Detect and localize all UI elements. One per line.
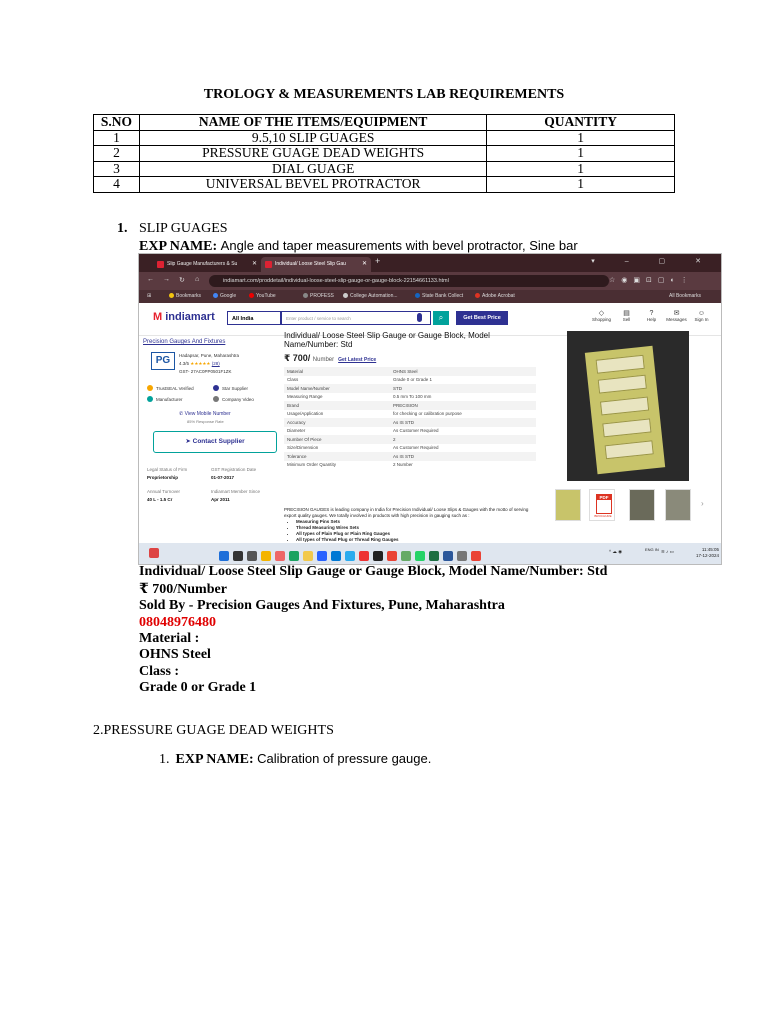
start-icon[interactable] bbox=[219, 551, 229, 561]
table-header-row bbox=[94, 115, 675, 131]
spec-key: Measuring Range bbox=[287, 394, 323, 400]
section-1-number: 1. bbox=[117, 221, 128, 236]
mic-icon[interactable] bbox=[417, 313, 422, 322]
favicon-icon bbox=[265, 261, 272, 268]
table-row bbox=[94, 130, 675, 146]
exp-text: Calibration of pressure gauge. bbox=[257, 751, 432, 766]
spec-row bbox=[284, 384, 536, 393]
cell-name: UNIVERSAL BEVEL PROTRACTOR bbox=[139, 177, 486, 193]
spec-value: As Customer Required bbox=[393, 445, 439, 451]
bookmark-item[interactable]: State Bank Collect bbox=[415, 290, 463, 303]
app-icon[interactable] bbox=[457, 551, 467, 561]
thumbnail-strip bbox=[555, 489, 715, 525]
section-2-item-number: 1. bbox=[159, 752, 170, 767]
location-select[interactable]: All India bbox=[227, 311, 281, 325]
material-label: Material : bbox=[139, 631, 200, 646]
browser-tab-bar bbox=[139, 254, 721, 272]
spec-key: Model Name/Number bbox=[284, 384, 390, 393]
app-icon[interactable] bbox=[331, 551, 341, 561]
app-icon[interactable] bbox=[303, 551, 313, 561]
thumbnail[interactable] bbox=[665, 489, 691, 521]
spec-row bbox=[284, 367, 536, 376]
supplier-address: Hadapsar, Pune, Maharashtra bbox=[179, 353, 240, 358]
exp-text: Angle and taper measurements with bevel protractor, Sine bar bbox=[220, 238, 578, 253]
contact-supplier-button[interactable]: ➤ Contact Supplier bbox=[153, 431, 277, 453]
app-icon[interactable] bbox=[275, 551, 285, 561]
header-sno: S.NO bbox=[94, 115, 140, 131]
class-value: Grade 0 or Grade 1 bbox=[139, 680, 257, 695]
spec-row bbox=[284, 393, 536, 402]
forward-icon[interactable]: → bbox=[163, 276, 170, 283]
fact-item: GST Registration Date 01-07-2017 bbox=[211, 467, 257, 480]
description-text: PRECISION GAUGES is leading company in India for Precision Individual/ Loose Slips & Gauges with the motto of serving export quality gauges. We totally involved in products with high precision in gauging such as : bbox=[284, 507, 529, 518]
file-explorer-icon[interactable] bbox=[261, 551, 271, 561]
app-icon[interactable] bbox=[373, 551, 383, 561]
window-controls[interactable]: ▾ – ▢ ✕ bbox=[591, 258, 715, 265]
cell-sno: 1 bbox=[94, 130, 140, 146]
spec-key: Accuracy bbox=[284, 418, 390, 427]
spec-row bbox=[284, 435, 536, 444]
product-details bbox=[284, 331, 544, 542]
cell-quantity: 1 bbox=[487, 161, 675, 177]
word-icon[interactable] bbox=[443, 551, 453, 561]
telegram-icon[interactable] bbox=[345, 551, 355, 561]
product-price: ₹ 700/ Number Get Latest Price bbox=[284, 353, 377, 363]
section-1-title: SLIP GUAGES bbox=[139, 221, 228, 236]
badge-trustseal: TrustSEAL Verified bbox=[147, 385, 194, 391]
spec-value: STD bbox=[390, 384, 536, 393]
exp-label: EXP NAME: bbox=[139, 239, 218, 254]
brochure-thumbnail[interactable]: PDF BROCHURE bbox=[589, 489, 615, 521]
class-label: Class : bbox=[139, 664, 180, 679]
nav-sign-in[interactable]: ☺ Sign In bbox=[694, 310, 709, 322]
network-icon[interactable]: ≋ ♪ ▭ bbox=[661, 549, 674, 554]
list-item: • Thread Measuring Wires Sets bbox=[296, 525, 540, 531]
app-icon[interactable] bbox=[401, 551, 411, 561]
phone-number: 08048976480 bbox=[139, 615, 216, 630]
product-page-screenshot bbox=[139, 254, 721, 564]
cell-name: 9.5,10 SLIP GUAGES bbox=[139, 130, 486, 146]
get-latest-price-link[interactable]: Get Latest Price bbox=[338, 357, 377, 363]
header-quantity: QUANTITY bbox=[487, 115, 675, 131]
spec-row bbox=[284, 444, 536, 453]
cell-quantity: 1 bbox=[487, 146, 675, 162]
cell-quantity: 1 bbox=[487, 177, 675, 193]
supplier-panel bbox=[143, 339, 277, 502]
cell-name: DIAL GUAGE bbox=[139, 161, 486, 177]
badge-manufacturer: Manufacturer bbox=[147, 396, 183, 402]
spec-value: 2 Number bbox=[393, 462, 413, 468]
sold-by-text: Sold By - Precision Gauges And Fixtures, Pune, Maharashtra bbox=[139, 598, 505, 613]
cell-sno: 4 bbox=[94, 177, 140, 193]
spec-value: OHNS Steel bbox=[390, 367, 536, 376]
section-2-heading: 2.PRESSURE GUAGE DEAD WEIGHTS bbox=[93, 723, 334, 738]
apps-icon[interactable]: ⊞ bbox=[147, 293, 152, 299]
browser-tab[interactable] bbox=[153, 257, 261, 272]
section-1-heading bbox=[117, 221, 228, 237]
spec-key: Minimum Order Quantity bbox=[287, 462, 337, 468]
home-icon[interactable]: ⌂ bbox=[195, 276, 200, 283]
bookmark-item[interactable]: All Bookmarks bbox=[669, 293, 701, 299]
supplier-rating: 4.3/5 ★★★★★ (28) bbox=[179, 361, 220, 366]
supplier-name[interactable]: Precision Gauges And Fixtures bbox=[143, 339, 226, 345]
bookmark-item[interactable]: Bookmarks bbox=[169, 290, 201, 303]
document-title: TROLOGY & MEASUREMENTS LAB REQUIREMENTS bbox=[203, 87, 565, 102]
spec-value: As IS STD bbox=[390, 452, 536, 461]
bookmark-item[interactable]: YouTube bbox=[249, 290, 276, 303]
table-row bbox=[94, 146, 675, 162]
spec-value: As IS STD bbox=[390, 418, 536, 427]
bookmark-item[interactable]: Adobe Acrobat bbox=[475, 290, 515, 303]
spec-key: Usage/Application bbox=[287, 411, 324, 417]
slip-gauge-pouch bbox=[585, 346, 665, 474]
nav-messages[interactable]: ✉ Messages bbox=[666, 310, 687, 322]
exp-label: EXP NAME: bbox=[175, 752, 254, 767]
extension-icons[interactable]: ☆◉▣⊡▢◐⋮ bbox=[609, 277, 694, 284]
response-rate: 85% Response Rate bbox=[187, 419, 224, 424]
table-row bbox=[94, 177, 675, 193]
cell-quantity: 1 bbox=[487, 130, 675, 146]
thumbnail[interactable] bbox=[555, 489, 581, 521]
spec-key: Material bbox=[284, 367, 390, 376]
spec-key: Number Of Piece bbox=[284, 435, 390, 444]
spec-key: Diameter bbox=[287, 428, 306, 434]
spec-row bbox=[284, 452, 536, 461]
spec-key: Brand bbox=[284, 401, 390, 410]
product-price-text: ₹ 700/Number bbox=[139, 582, 227, 597]
spec-row bbox=[284, 401, 536, 410]
header-name: NAME OF THE ITEMS/EQUIPMENT bbox=[139, 115, 486, 131]
browser-tab-active[interactable] bbox=[261, 257, 371, 272]
back-icon[interactable]: ← bbox=[147, 276, 154, 283]
table-row bbox=[94, 161, 675, 177]
excel-icon[interactable] bbox=[429, 551, 439, 561]
spec-table bbox=[284, 367, 536, 469]
spec-value: Grade 0 or Grade 1 bbox=[393, 377, 433, 383]
taskbar-apps bbox=[219, 548, 485, 559]
spec-row bbox=[284, 376, 536, 385]
spec-key: Tolerance bbox=[284, 452, 390, 461]
spec-value: for checking or calibration purpose bbox=[393, 411, 462, 417]
requirements-table bbox=[93, 114, 675, 193]
product-title: Individual/ Loose Steel Slip Gauge or Gauge Block, Model Name/Number: Std bbox=[284, 331, 490, 349]
spec-value: 0.5 mm To 100 mm bbox=[393, 394, 432, 400]
section-1-exp bbox=[139, 238, 578, 255]
url-field[interactable]: indiamart.com/proddetail/individual-loose-steel-slip-gauge-or-gauge-block-22154661133.html bbox=[209, 275, 609, 287]
task-view-icon[interactable] bbox=[247, 551, 257, 561]
weather-icon[interactable] bbox=[149, 548, 159, 558]
app-icon[interactable] bbox=[317, 551, 327, 561]
new-tab-icon[interactable]: + bbox=[375, 256, 381, 266]
app-icon[interactable] bbox=[359, 551, 369, 561]
spec-row bbox=[284, 461, 536, 470]
view-mobile-number-link[interactable]: ✆ View Mobile Number bbox=[179, 411, 231, 417]
windows-taskbar bbox=[139, 543, 721, 564]
bookmarks-bar bbox=[139, 290, 721, 303]
tab-label: Slip Gauge Manufacturers & Su bbox=[167, 261, 238, 267]
nav-shopping[interactable]: ◇ Shopping bbox=[591, 310, 612, 322]
section-2-exp bbox=[159, 751, 431, 768]
spec-row bbox=[284, 427, 536, 436]
spec-row bbox=[284, 418, 536, 427]
favicon-icon bbox=[157, 261, 164, 268]
nav-sell[interactable]: ▤ Sell bbox=[622, 310, 631, 322]
badge-star-supplier: Star Supplier bbox=[213, 385, 248, 391]
spec-value: PRECISION bbox=[390, 401, 536, 410]
spec-value: 2 bbox=[390, 435, 536, 444]
list-item: • Measuring Pins Sets bbox=[296, 519, 540, 525]
material-value: OHNS Steel bbox=[139, 647, 211, 662]
fact-item: Legal Status of Firm Proprietorship bbox=[147, 467, 188, 480]
bookmark-item[interactable]: PROFESS bbox=[303, 290, 334, 303]
spec-key: Class bbox=[287, 377, 299, 383]
address-bar bbox=[139, 272, 721, 290]
search-input[interactable]: Enter product / service to search bbox=[281, 311, 431, 325]
cell-sno: 2 bbox=[94, 146, 140, 162]
chrome-icon[interactable] bbox=[387, 551, 397, 561]
whatsapp-icon[interactable] bbox=[415, 551, 425, 561]
close-icon[interactable]: ✕ bbox=[251, 261, 257, 267]
pdf-icon: PDF bbox=[596, 494, 612, 514]
bookmark-item[interactable]: Google bbox=[213, 290, 236, 303]
fact-item: Annual Turnover 40 L - 1.5 Cr bbox=[147, 489, 181, 502]
list-item: • All types of Plain Plug or Plain Ring Gauges bbox=[296, 531, 540, 537]
chrome-icon[interactable] bbox=[471, 551, 481, 561]
tab-label: Individual/ Loose Steel Slip Gau bbox=[275, 261, 346, 267]
chevron-right-icon[interactable]: › bbox=[701, 499, 704, 508]
spec-row bbox=[284, 410, 536, 419]
thumbnail[interactable] bbox=[629, 489, 655, 521]
nav-help[interactable]: ? Help bbox=[646, 310, 657, 322]
top-nav bbox=[589, 309, 714, 322]
bookmark-item[interactable]: College Automation... bbox=[343, 290, 398, 303]
spec-key: Size/Dimension bbox=[287, 445, 319, 451]
clock[interactable]: 11:45:05 17-12-2024 bbox=[695, 547, 719, 558]
cell-name: PRESSURE GUAGE DEAD WEIGHTS bbox=[139, 146, 486, 162]
list-item: • All types of Thread Plug or Thread Ring Gauges bbox=[296, 537, 540, 543]
tray-icons[interactable]: ^ ☁ ◉ bbox=[609, 549, 623, 554]
app-icon[interactable] bbox=[289, 551, 299, 561]
search-icon[interactable] bbox=[233, 551, 243, 561]
supplier-gst: GST- 27AC0PP0501F1ZK bbox=[179, 369, 232, 374]
indiamart-page bbox=[139, 303, 721, 543]
fact-item: Indiamart Member Since Apr 2011 bbox=[211, 489, 261, 502]
badge-company-video[interactable]: Company Video bbox=[213, 396, 254, 402]
product-image[interactable] bbox=[567, 331, 689, 481]
indiamart-logo[interactable]: M indiamart bbox=[153, 311, 215, 323]
spec-value: As Customer Required bbox=[393, 428, 439, 434]
close-icon[interactable]: ✕ bbox=[361, 261, 367, 267]
reload-icon[interactable]: ↻ bbox=[179, 277, 185, 284]
search-icon[interactable]: ⌕ bbox=[433, 311, 449, 325]
get-best-price-button[interactable]: Get Best Price bbox=[456, 311, 508, 325]
supplier-logo: PG bbox=[151, 352, 175, 370]
cell-sno: 3 bbox=[94, 161, 140, 177]
product-title-text: Individual/ Loose Steel Slip Gauge or Gauge Block, Model Name/Number: Std bbox=[139, 564, 608, 579]
language-indicator[interactable]: ENG IN bbox=[645, 547, 659, 552]
